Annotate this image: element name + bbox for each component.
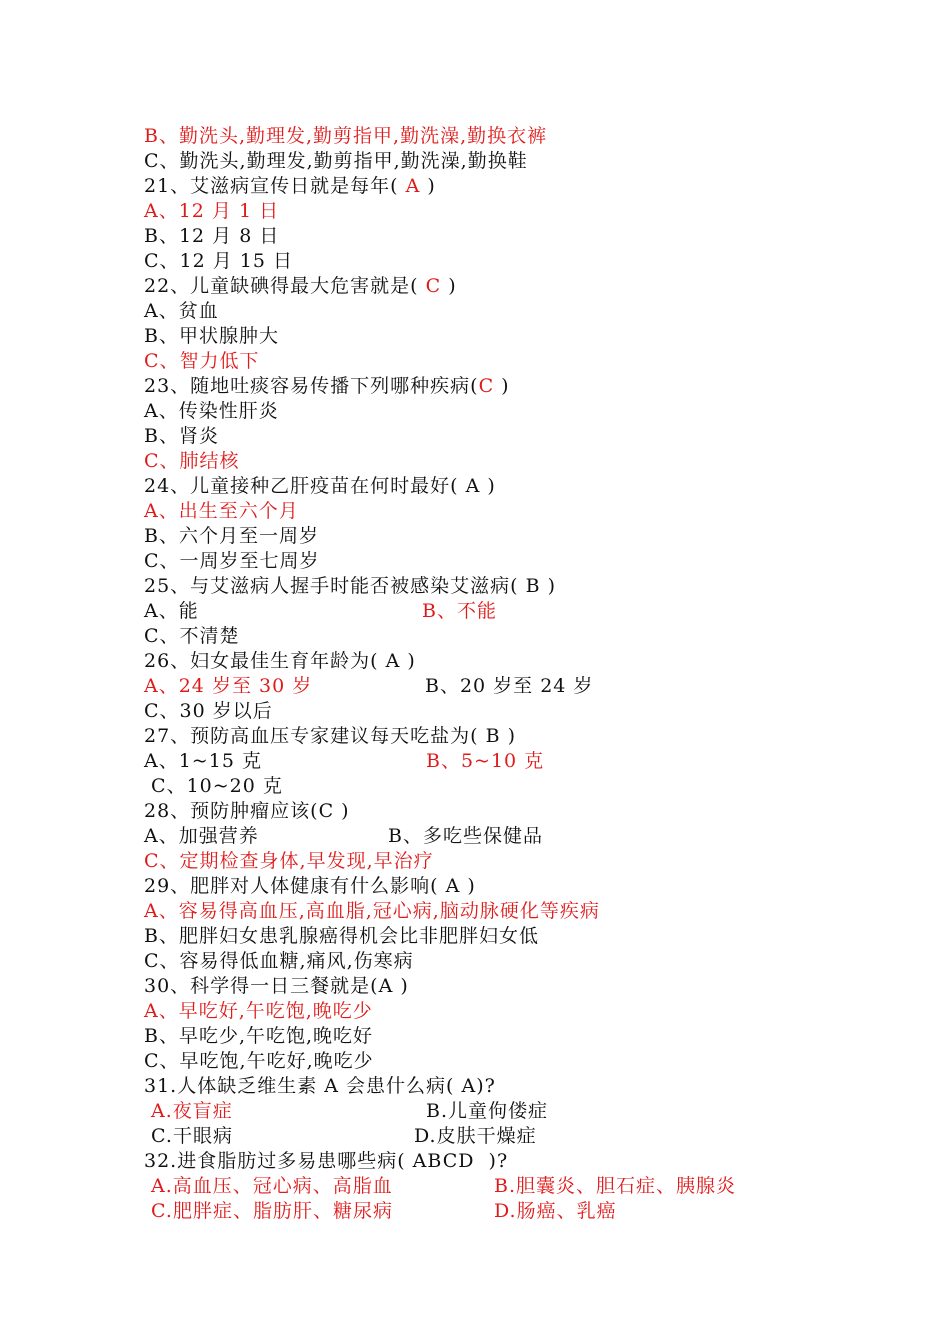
question-answer-marker: C <box>478 375 495 397</box>
answer-option-line: A、传染性肝炎 <box>144 400 279 422</box>
answer-option-second: D.肠癌、乳癌 <box>494 1200 617 1222</box>
answer-option-line: B、肥胖妇女患乳腺癌得机会比非肥胖妇女低 <box>144 925 539 947</box>
answer-option-line: A、容易得高血压,高血脂,冠心病,脑动脉硬化等疾病 <box>144 900 600 922</box>
question-answer-marker: C <box>418 275 449 297</box>
answer-option-line: C、勤洗头,勤理发,勤剪指甲,勤洗澡,勤换鞋 <box>144 150 528 172</box>
answer-option-second: B、多吃些保健品 <box>388 825 543 847</box>
answer-option-line: C、肺结核 <box>144 450 240 472</box>
answer-option-line: A、24 岁至 30 岁 B、20 岁至 24 岁 <box>144 675 594 697</box>
question-answer-marker: A <box>398 175 428 197</box>
answer-option-line: C、12 月 15 日 <box>144 250 294 272</box>
answer-option-line: B、早吃少,午吃饱,晚吃好 <box>144 1025 374 1047</box>
question-line: 31.人体缺乏维生素 A 会患什么病( A)? <box>144 1075 496 1097</box>
answer-option-line: C、不清楚 <box>144 625 240 647</box>
question-line: 24、儿童接种乙肝疫苗在何时最好( A ) <box>144 475 496 497</box>
answer-option-line: C.肥胖症、脂肪肝、糖尿病 D.肠癌、乳癌 <box>144 1200 617 1222</box>
answer-option-line: A、能 B、不能 <box>144 600 497 622</box>
answer-option-second: B.儿童佝偻症 <box>426 1100 549 1122</box>
answer-option-line: C、早吃饱,午吃好,晚吃少 <box>144 1050 374 1072</box>
answer-option-line: B、12 月 8 日 <box>144 225 280 247</box>
question-line: 27、预防高血压专家建议每天吃盐为( B ) <box>144 725 517 747</box>
answer-option-second: B、5~10 克 <box>426 750 545 772</box>
answer-option-line: C、一周岁至七周岁 <box>144 550 320 572</box>
answer-option-line: C、30 岁以后 <box>144 700 273 722</box>
answer-option-line: B、甲状腺肿大 <box>144 325 279 347</box>
answer-option-second: B、不能 <box>422 600 497 622</box>
answer-option-line: A、1~15 克 B、5~10 克 <box>144 750 545 772</box>
answer-option-line: C、智力低下 <box>144 350 260 372</box>
answer-option-line: A、加强营养 B、多吃些保健品 <box>144 825 543 847</box>
answer-option-second: B、20 岁至 24 岁 <box>425 675 594 697</box>
answer-option-line: C、容易得低血糖,痛风,伤寒病 <box>144 950 414 972</box>
answer-option-line: A、出生至六个月 <box>144 500 299 522</box>
answer-option-line: A、早吃好,午吃饱,晚吃少 <box>144 1000 373 1022</box>
question-line: 29、肥胖对人体健康有什么影响( A ) <box>144 875 476 897</box>
answer-option-second: D.皮肤干燥症 <box>414 1125 537 1147</box>
question-line: 21、艾滋病宣传日就是每年( A ) <box>144 175 436 197</box>
question-line: 26、妇女最佳生育年龄为( A ) <box>144 650 416 672</box>
question-line: 30、科学得一日三餐就是(A ) <box>144 975 409 997</box>
answer-option-line: C、定期检查身体,早发现,早治疗 <box>144 850 434 872</box>
answer-option-line: A.夜盲症 B.儿童佝偻症 <box>144 1100 549 1122</box>
question-line: 25、与艾滋病人握手时能否被感染艾滋病( B ) <box>144 575 557 597</box>
answer-option-line: C、10~20 克 <box>144 775 283 797</box>
answer-option-line: B、肾炎 <box>144 425 219 447</box>
question-line: 28、预防肿瘤应该(C ) <box>144 800 350 822</box>
answer-option-line: A.高血压、冠心病、高脂血 B.胆囊炎、胆石症、胰腺炎 <box>144 1175 737 1197</box>
answer-option-line: A、贫血 <box>144 300 219 322</box>
question-line: 32.进食脂肪过多易患哪些病( ABCD )? <box>144 1150 509 1172</box>
answer-option-line: A、12 月 1 日 <box>144 200 280 222</box>
answer-option-line: B、勤洗头,勤理发,勤剪指甲,勤洗澡,勤换衣裤 <box>144 125 548 147</box>
answer-option-second: B.胆囊炎、胆石症、胰腺炎 <box>494 1175 737 1197</box>
answer-option-line: C.干眼病 D.皮肤干燥症 <box>144 1125 537 1147</box>
question-line: 23、随地吐痰容易传播下列哪种疾病(C ) <box>144 375 510 397</box>
question-line: 22、儿童缺碘得最大危害就是( C ) <box>144 275 457 297</box>
answer-option-line: B、六个月至一周岁 <box>144 525 319 547</box>
